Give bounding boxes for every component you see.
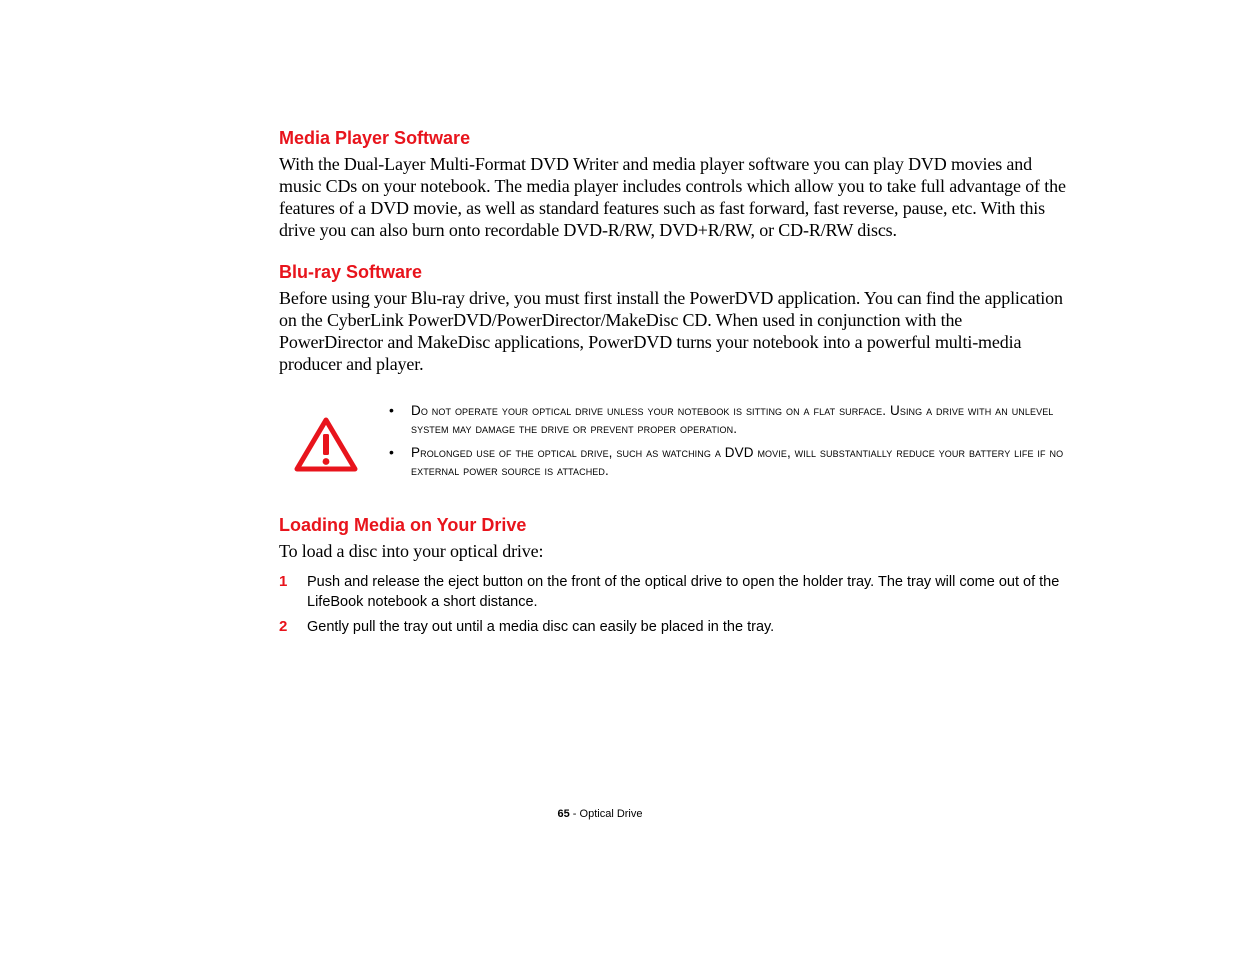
caution-item — [389, 402, 1069, 438]
caution-list — [389, 402, 1069, 486]
bluray-heading: Blu-ray Software — [279, 262, 423, 282]
page-footer — [0, 806, 1200, 822]
caution-item — [389, 444, 1069, 480]
steps-list — [279, 572, 1069, 642]
footer-section: Optical Drive — [579, 808, 643, 820]
step-number: 2 — [279, 618, 288, 635]
footer-separator: - — [569, 808, 580, 820]
caution-box — [279, 398, 1069, 488]
step-text: Gently pull the tray out until a media disc can easily be placed in the tray. — [307, 619, 775, 635]
loading-media-intro: To load a disc into your optical drive: — [279, 541, 544, 561]
bullet: • — [389, 402, 395, 418]
step-item — [279, 572, 1069, 612]
step-item — [279, 617, 1069, 637]
bluray-paragraph: Before using your Blu-ray drive, you must first install the PowerDVD application. You can find the application on the CyberLink PowerDVD/PowerDirector/MakeDisc CD. When used in conjunction with the PowerDirector and MakeDisc applications, PowerDVD turns your notebook into a powerful multi-media producer and player. — [279, 288, 1063, 374]
bullet: • — [389, 444, 395, 460]
media-player-heading: Media Player Software — [279, 128, 471, 148]
caution-text: Prolonged use of the optical drive, such as watching a DVD movie, will substantially reduce your battery life if no external power source is attached. — [411, 445, 1064, 478]
warning-triangle-icon — [293, 416, 359, 474]
step-text: Push and release the eject button on the front of the optical drive to open the holder tray. The tray will come out of the LifeBook notebook a short distance. — [307, 574, 1060, 610]
media-player-paragraph: With the Dual-Layer Multi-Format DVD Writer and media player software you can play DVD movies and music CDs on your notebook. The media player includes controls which allow you to take full advantage of the features of a DVD movie, as well as standard features such as fast forward, fast reverse, pause, etc. With this drive you can also burn onto recordable DVD-R/RW, DVD+R/RW, or CD-R/RW discs. — [279, 154, 1066, 240]
loading-media-heading: Loading Media on Your Drive — [279, 515, 527, 535]
page-number: 65 — [557, 808, 570, 820]
caution-text: Do not operate your optical drive unless your notebook is sitting on a flat surface. Using a drive with an unlevel system may damage the drive or prevent proper operation. — [411, 403, 1054, 436]
step-number: 1 — [279, 573, 288, 590]
